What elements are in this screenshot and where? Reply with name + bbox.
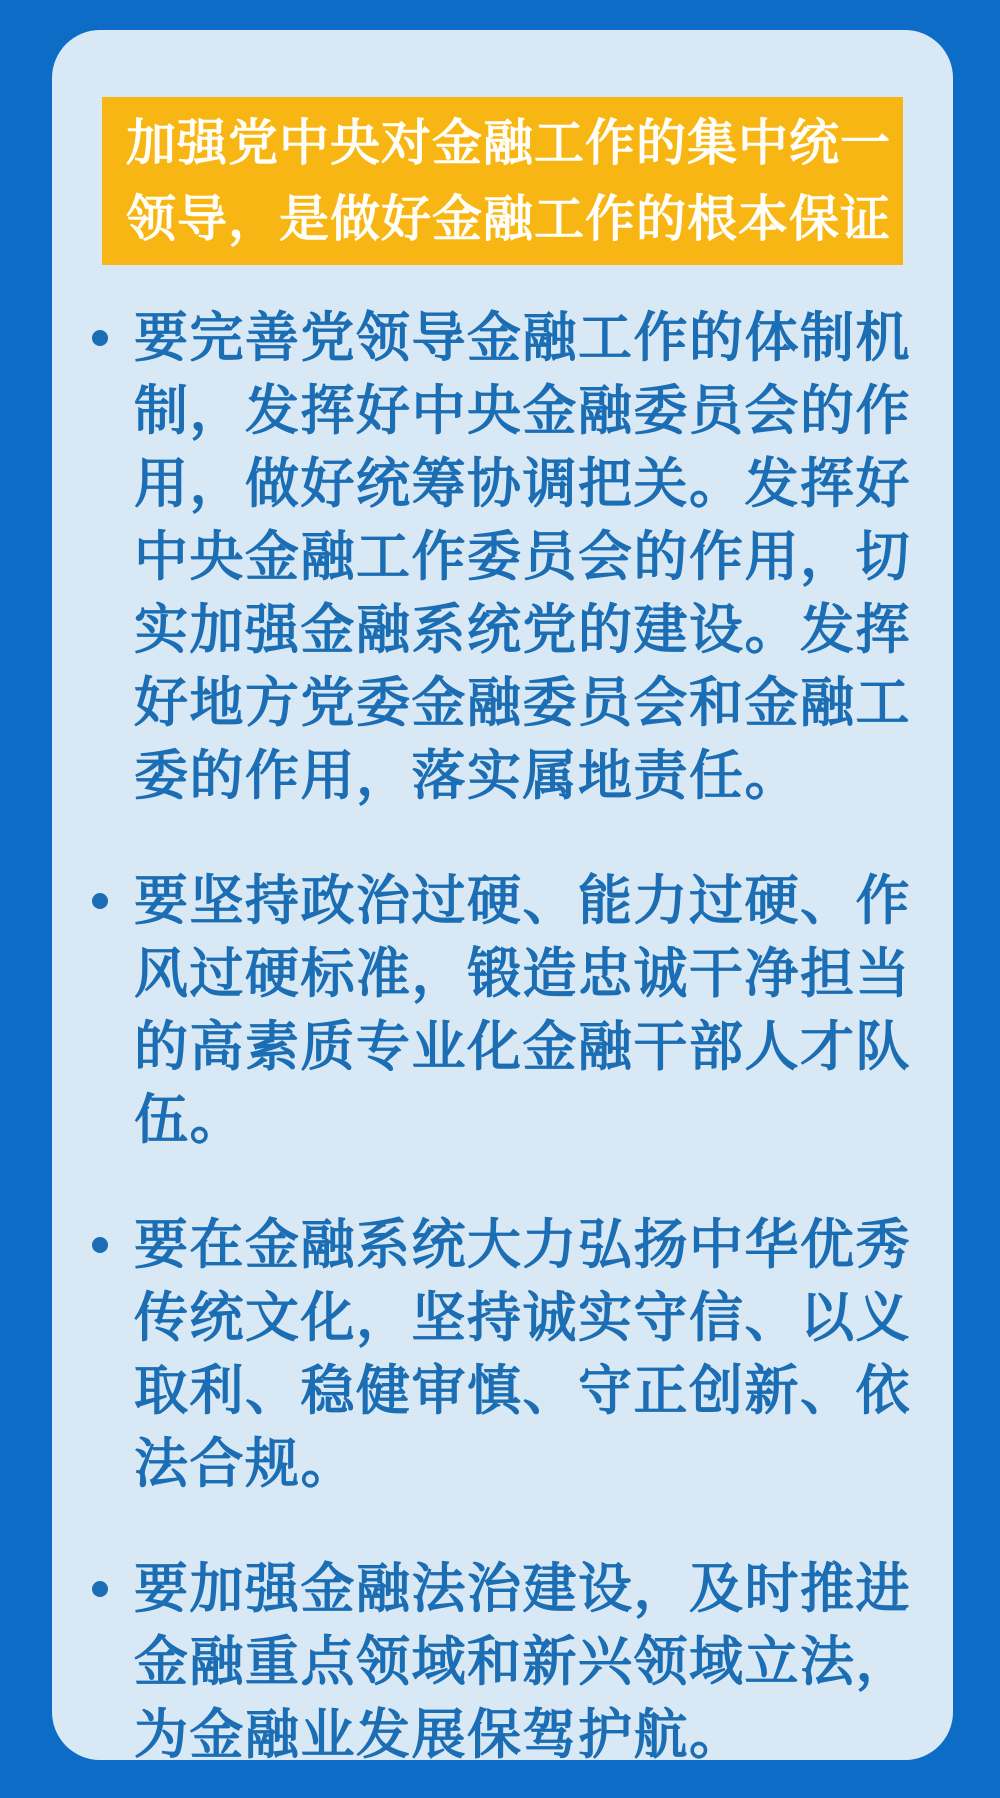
list-item	[134, 1209, 918, 1501]
bullet-dot-icon	[92, 330, 108, 346]
bullet-dot-icon	[92, 1237, 108, 1253]
title-banner	[102, 97, 903, 265]
bullet-text: 要完善党领导金融工作的体制机制，发挥好中央金融委员会的作用，做好统筹协调把关。发挥好中央金融工作委员会的作用，切实加强金融系统党的建设。发挥好地方党委金融委员会和金融工委的作用，落实属地责任。	[134, 308, 911, 806]
title-line-2: 领导，是做好金融工作的根本保证	[126, 191, 891, 247]
bullet-dot-icon	[92, 893, 108, 909]
title-line-1: 加强党中央对金融工作的集中统一	[126, 115, 891, 171]
poster-card	[52, 30, 953, 1765]
bullet-text: 要加强金融法治建设，及时推进金融重点领域和新兴领域立法，为金融业发展保驾护航。	[134, 1559, 911, 1765]
list-item	[134, 865, 918, 1157]
bullet-dot-icon	[92, 1581, 108, 1597]
bullet-text: 要坚持政治过硬、能力过硬、作风过硬标准，锻造忠诚干净担当的高素质专业化金融干部人才队伍。	[134, 871, 911, 1150]
list-item	[134, 302, 918, 813]
bullet-list	[134, 302, 918, 1772]
bullet-text: 要在金融系统大力弘扬中华优秀传统文化，坚持诚实守信、以义取利、稳健审慎、守正创新、依法合规。	[134, 1215, 911, 1494]
list-item	[134, 1553, 918, 1772]
bullet-section	[134, 302, 918, 1772]
